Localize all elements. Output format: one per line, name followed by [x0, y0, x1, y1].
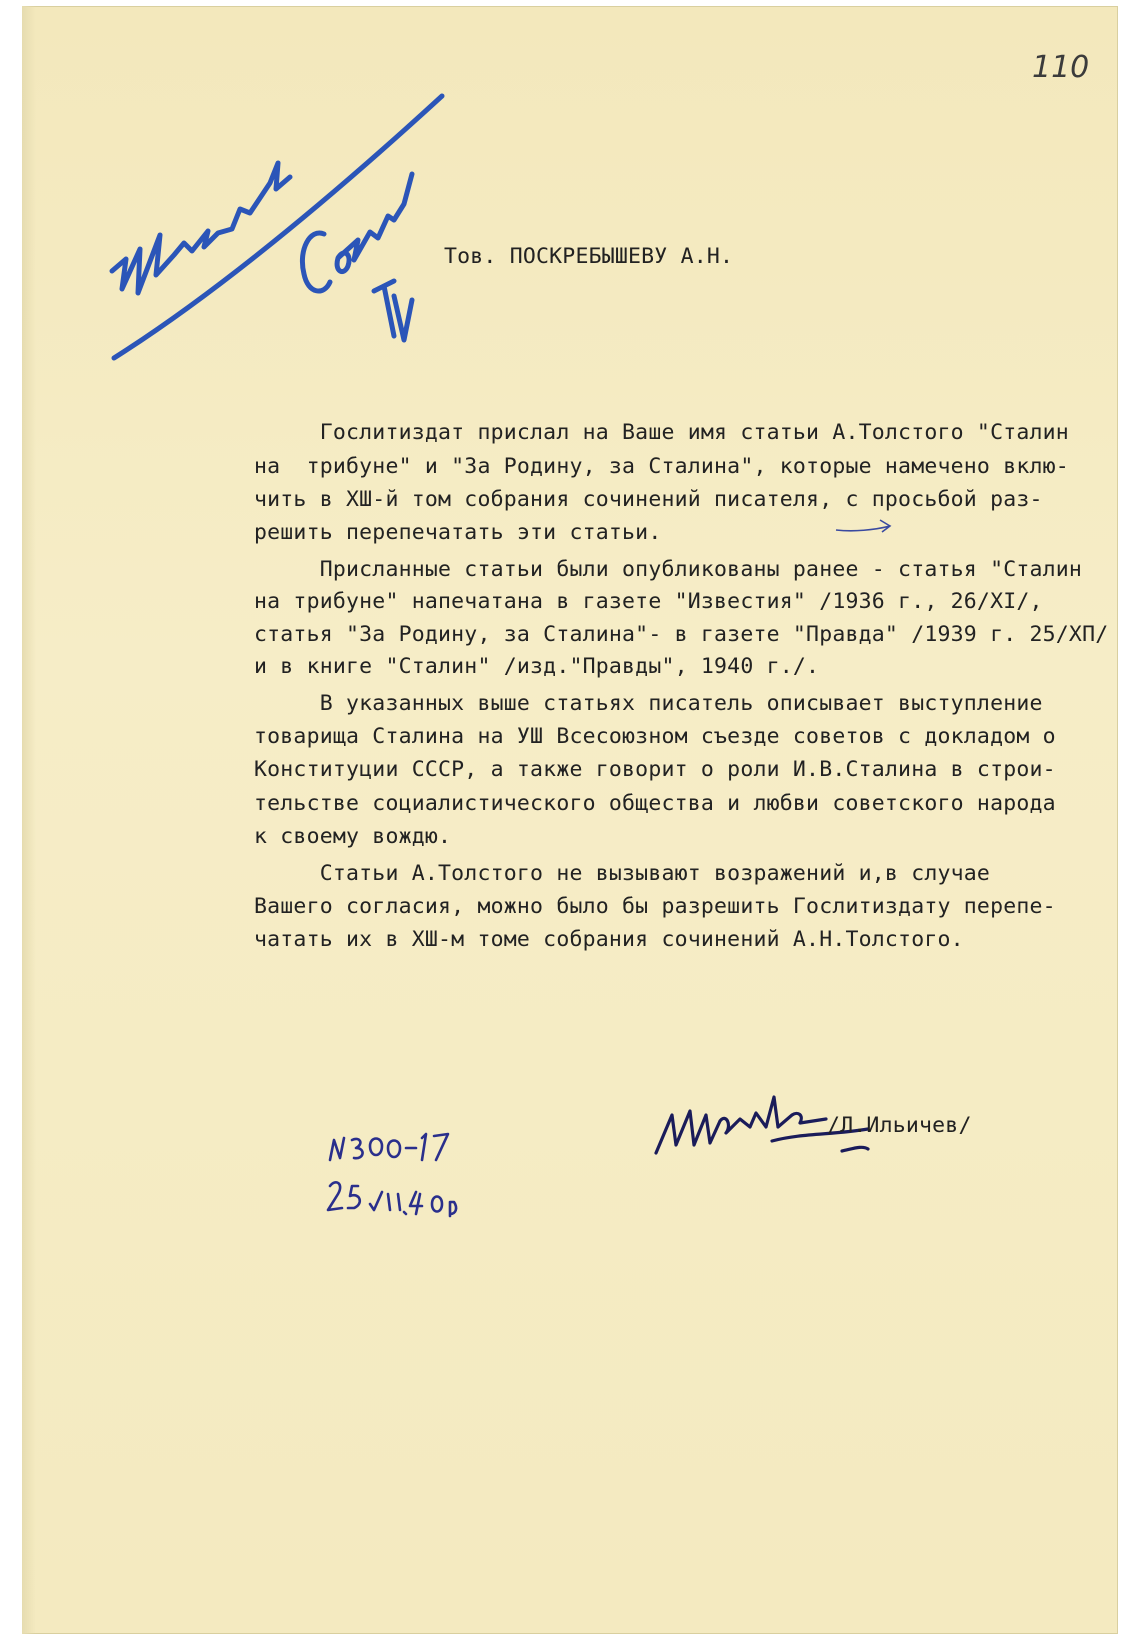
body-line: Вашего согласия, можно было бы разрешить Гослитиздату перепе-	[254, 894, 1056, 919]
body-line: тельстве социалистического общества и любви советского народа	[254, 791, 1056, 816]
addressee: Тов. ПОСКРЕБЫШЕВУ А.Н.	[444, 244, 734, 269]
body-line: к своему вождю.	[254, 824, 452, 849]
body-line: товарища Сталина на УШ Всесоюзном съезде советов с докладом о	[254, 724, 1056, 749]
body-line: Гослитиздат прислал на Ваше имя статьи А.Толстого "Сталин	[254, 420, 1069, 445]
handwritten-resolution	[102, 86, 482, 386]
body-line: на трибуне" и "За Родину, за Сталина", которые намечено вклю-	[254, 454, 1069, 479]
body-line: чатать их в ХШ-м томе собрания сочинений А.Н.Толстого.	[254, 927, 964, 952]
body-line: Конституции СССР, а также говорит о роли И.В.Сталина в строи-	[254, 757, 1056, 782]
body-line: В указанных выше статьях писатель описывает выступление	[254, 691, 1043, 716]
signatory-name: /Л.Ильичев/	[827, 1113, 972, 1138]
ink-mark	[834, 518, 894, 538]
folio-number: 110	[1032, 50, 1090, 85]
document-sheet	[22, 6, 1118, 1634]
paper-edge	[22, 6, 36, 1634]
body-line: Присланные статьи были опубликованы ранее - статья "Сталин	[254, 557, 1083, 582]
body-line: чить в ХШ-й том собрания сочинений писателя, с просьбой раз-	[254, 487, 1043, 512]
body-line: решить перепечатать эти статьи.	[254, 520, 662, 545]
body-line: Статьи А.Толстого не вызывают возражений и,в случае	[254, 861, 991, 886]
body-line: и в книге "Сталин" /изд."Правды", 1940 г./.	[254, 654, 820, 679]
body-line: на трибуне" напечатана в газете "Известия" /1936 г., 26/XI/,	[254, 589, 1043, 614]
handwritten-registration	[322, 1124, 502, 1234]
body-line: статья "За Родину, за Сталина"- в газете "Правда" /1939 г. 25/ХП/	[254, 622, 1109, 647]
